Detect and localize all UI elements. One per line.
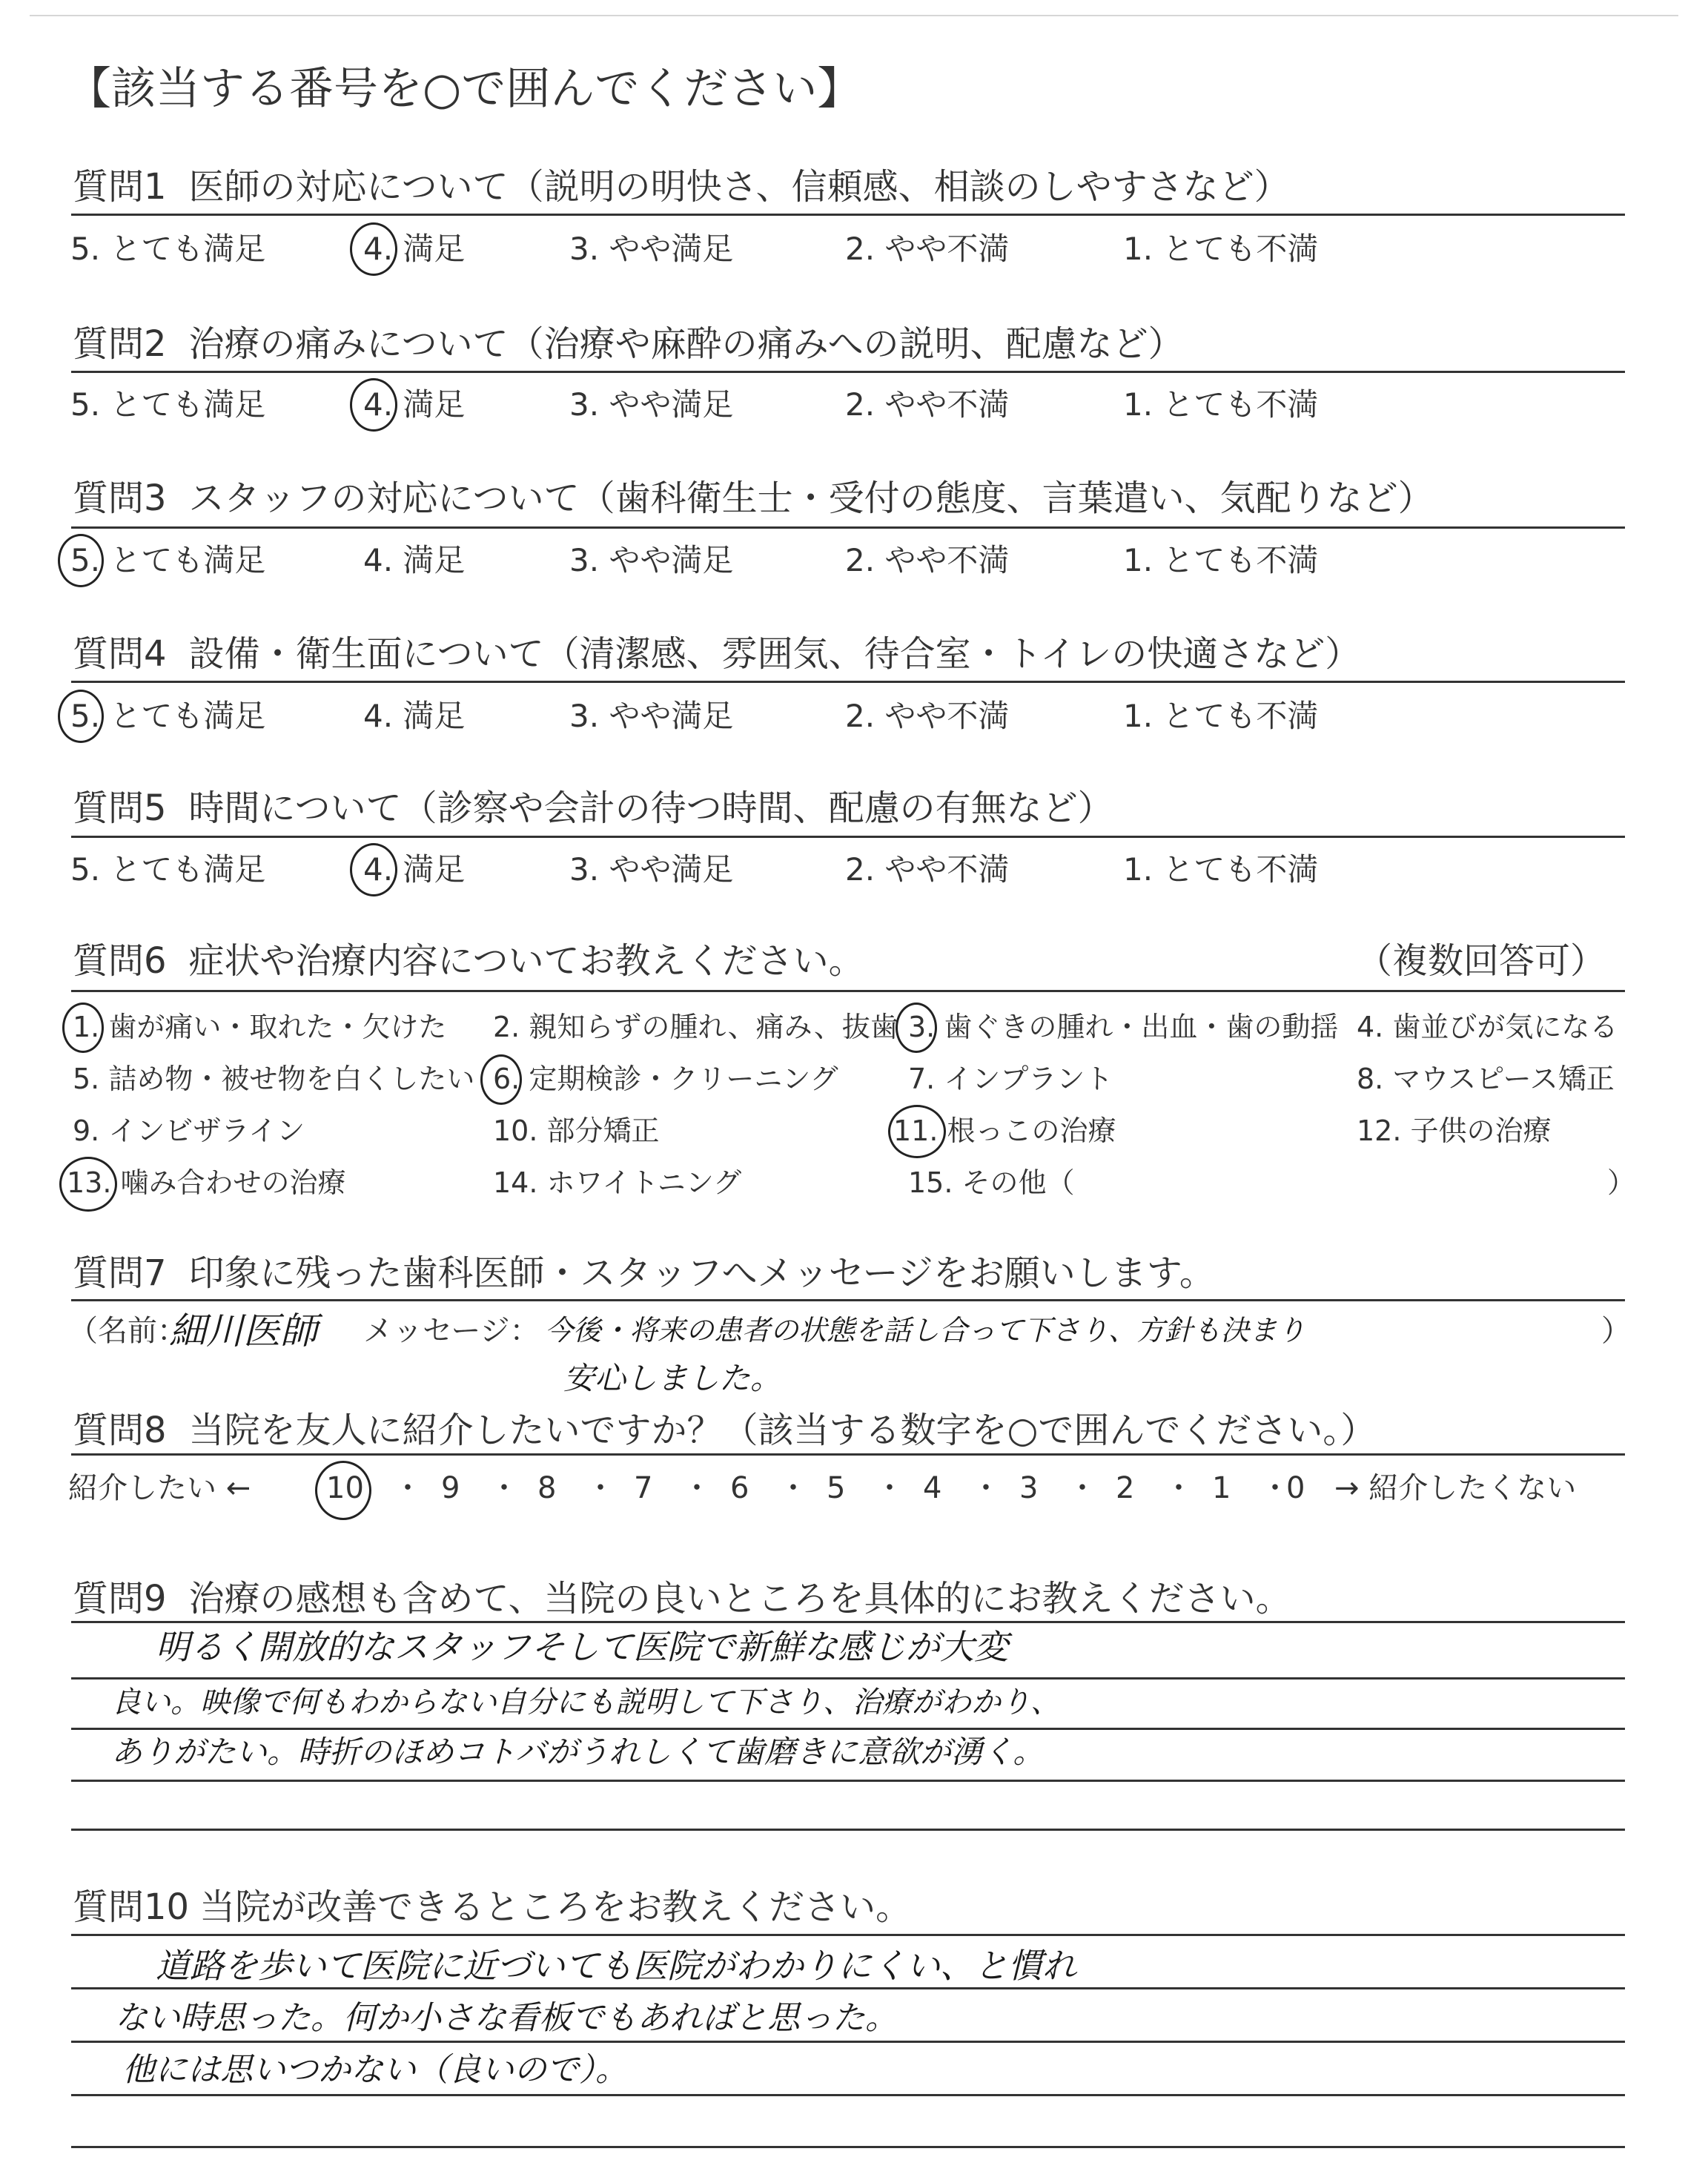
top-border — [30, 15, 1678, 16]
q5-option-3[interactable]: 3. やや満足 — [569, 851, 734, 888]
divider — [71, 1299, 1625, 1301]
question-number: 質問3 — [73, 478, 167, 519]
scale-left-label: 紹介したい ← — [68, 1471, 251, 1505]
q2-option-2[interactable]: 2. やや不満 — [845, 386, 1010, 423]
scale-right-label: → 紹介したくない — [1334, 1471, 1577, 1505]
question-text: 印象に残った歯科医師・スタッフへメッセージをお願いします。 — [188, 1252, 1215, 1294]
question-2-heading — [73, 323, 1184, 365]
q4-option-4[interactable]: 4. 満足 — [363, 698, 466, 734]
message-line-1: 今後・将来の患者の状態を話し合って下さり、方針も決まり — [545, 1314, 1306, 1347]
q4-option-5[interactable]: 5. とても満足 — [70, 698, 266, 734]
answer-rule — [71, 1987, 1625, 1989]
answer-line-3: ありがたい。時折のほめコトバがうれしくて歯磨きに意欲が湧く。 — [111, 1734, 1045, 1770]
other-close-paren: ） — [1607, 1166, 1636, 1199]
message-close-paren: ） — [1601, 1314, 1631, 1348]
q4-option-3[interactable]: 3. やや満足 — [569, 698, 734, 734]
question-number: 質問9 — [73, 1578, 167, 1619]
scale-4[interactable]: 4 — [923, 1471, 942, 1505]
answer-rule — [71, 1780, 1625, 1782]
separator-dot: ・ — [586, 1471, 615, 1505]
q2-option-4[interactable]: 4. 満足 — [363, 386, 466, 423]
scale-5[interactable]: 5 — [827, 1471, 846, 1505]
question-10-heading — [73, 1886, 912, 1928]
question-6-heading — [73, 940, 864, 982]
q6-option-6[interactable]: 6. 定期検診・クリーニング — [493, 1063, 838, 1095]
selection-circle — [480, 1054, 522, 1105]
q1-option-5[interactable]: 5. とても満足 — [70, 231, 266, 267]
answer-rule — [71, 1728, 1625, 1730]
divider — [71, 214, 1625, 216]
separator-dot: ・ — [1068, 1471, 1097, 1505]
q1-option-3[interactable]: 3. やや満足 — [569, 231, 734, 267]
message-label: メッセージ： — [363, 1314, 540, 1348]
scale-9[interactable]: 9 — [441, 1471, 460, 1505]
selection-circle — [888, 1105, 946, 1158]
answer-line-1: 道路を歩いて医院に近づいても医院がわかりにくい、と慣れ — [156, 1946, 1076, 1986]
answer-rule — [71, 2146, 1625, 2148]
question-number: 質問4 — [73, 633, 167, 675]
selection-circle — [896, 1003, 937, 1053]
divider — [71, 1621, 1625, 1623]
answer-line-2: 良い。映像で何もわからない自分にも説明して下さり、治療がわかり、 — [111, 1685, 1060, 1720]
q1-option-4[interactable]: 4. 満足 — [363, 231, 466, 267]
multi-answer-note: （複数回答可） — [1357, 940, 1606, 982]
question-1-heading — [73, 166, 1290, 208]
question-number: 質問6 — [73, 940, 167, 982]
q6-option-14[interactable]: 14. ホワイトニング — [493, 1166, 742, 1199]
q3-option-5[interactable]: 5. とても満足 — [70, 542, 266, 578]
q6-option-13[interactable]: 13. 噛み合わせの治療 — [67, 1166, 346, 1199]
separator-dot: ・ — [875, 1471, 904, 1505]
separator-dot: ・ — [1164, 1471, 1194, 1505]
selection-circle — [58, 690, 104, 743]
selection-circle — [350, 378, 397, 432]
separator-dot: ・ — [393, 1471, 423, 1505]
answer-rule — [71, 1677, 1625, 1680]
question-text: スタッフの対応について（歯科衛生士・受付の態度、言葉遣い、気配りなど） — [188, 478, 1434, 519]
divider — [71, 526, 1625, 529]
q5-option-2[interactable]: 2. やや不満 — [845, 851, 1010, 888]
question-5-heading — [73, 787, 1113, 829]
q2-option-3[interactable]: 3. やや満足 — [569, 386, 734, 423]
q2-option-5[interactable]: 5. とても満足 — [70, 386, 266, 423]
separator-dot: ・ — [1260, 1471, 1290, 1505]
name-label: （名前： — [68, 1314, 187, 1348]
divider — [71, 1934, 1625, 1936]
q5-option-1[interactable]: 1. とても不満 — [1123, 851, 1319, 888]
q6-option-7[interactable]: 7. インプラント — [908, 1063, 1113, 1095]
question-number: 質問10 — [73, 1886, 190, 1928]
scale-6[interactable]: 6 — [730, 1471, 749, 1505]
question-7-heading — [73, 1252, 1215, 1294]
q6-option-9[interactable]: 9. インビザライン — [73, 1114, 305, 1147]
answer-rule — [71, 2094, 1625, 2096]
question-text: 時間について（診察や会計の待つ時間、配慮の有無など） — [188, 787, 1113, 829]
divider — [71, 990, 1625, 992]
q3-option-1[interactable]: 1. とても不満 — [1123, 542, 1319, 578]
divider — [71, 836, 1625, 838]
q1-option-1[interactable]: 1. とても不満 — [1123, 231, 1319, 267]
q4-option-2[interactable]: 2. やや不満 — [845, 698, 1010, 734]
question-number: 質問2 — [73, 323, 167, 365]
divider — [71, 681, 1625, 683]
answer-line-2: ない時思った。何か小さな看板でもあればと思った。 — [115, 1999, 898, 2037]
selection-circle — [58, 534, 104, 587]
answer-line-3: 他には思いつかない（良いので）。 — [122, 2051, 628, 2089]
q6-option-1[interactable]: 1. 歯が痛い・取れた・欠けた — [73, 1011, 447, 1043]
name-value: 細川医師 — [169, 1309, 317, 1353]
scale-7[interactable]: 7 — [634, 1471, 653, 1505]
message-line-2: 安心しました。 — [563, 1360, 782, 1396]
separator-dot: ・ — [778, 1471, 808, 1505]
answer-rule — [71, 1829, 1625, 1831]
scale-10[interactable]: 10 — [326, 1471, 364, 1505]
page-title: 【該当する番号を○で囲んでください】 — [67, 63, 862, 115]
question-text: 当院を友人に紹介したいですか？（該当する数字を○で囲んでください。） — [188, 1410, 1377, 1451]
q6-option-5[interactable]: 5. 詰め物・被せ物を白くしたい — [73, 1063, 475, 1095]
divider — [71, 371, 1625, 373]
separator-dot: ・ — [682, 1471, 712, 1505]
q6-option-3[interactable]: 3. 歯ぐきの腫れ・出血・歯の動揺 — [908, 1011, 1339, 1043]
q2-option-1[interactable]: 1. とても不満 — [1123, 386, 1319, 423]
q5-option-5[interactable]: 5. とても満足 — [70, 851, 266, 888]
question-text: 治療の痛みについて（治療や麻酔の痛みへの説明、配慮など） — [188, 323, 1184, 365]
question-text: 症状や治療内容についてお教えください。 — [188, 940, 864, 982]
q6-option-11[interactable]: 11. 根っこの治療 — [893, 1114, 1116, 1147]
scale-2[interactable]: 2 — [1116, 1471, 1135, 1505]
answer-rule — [71, 2041, 1625, 2043]
selection-circle — [62, 1003, 104, 1053]
q6-option-2[interactable]: 2. 親知らずの腫れ、痛み、抜歯 — [493, 1011, 898, 1043]
selection-circle — [315, 1461, 371, 1520]
selection-circle — [350, 843, 397, 896]
question-8-heading — [73, 1410, 1377, 1451]
question-number: 質問7 — [73, 1252, 167, 1294]
answer-line-1: 明るく開放的なスタッフそして医院で新鮮な感じが大変 — [156, 1627, 1008, 1667]
separator-dot: ・ — [489, 1471, 519, 1505]
question-4-heading — [73, 633, 1361, 675]
question-number: 質問1 — [73, 166, 167, 208]
q1-option-2[interactable]: 2. やや不満 — [845, 231, 1010, 267]
question-text: 設備・衛生面について（清潔感、雰囲気、待合室・トイレの快適さなど） — [188, 633, 1361, 675]
question-text: 当院が改善できるところをお教えください。 — [199, 1886, 912, 1928]
q6-option-12[interactable]: 12. 子供の治療 — [1357, 1114, 1552, 1147]
q6-option-10[interactable]: 10. 部分矯正 — [493, 1114, 660, 1147]
selection-circle — [350, 222, 397, 276]
q3-option-4[interactable]: 4. 満足 — [363, 542, 466, 578]
question-number: 質問8 — [73, 1410, 167, 1451]
q6-option-15[interactable]: 15. その他（ — [908, 1166, 1075, 1199]
scale-3[interactable]: 3 — [1019, 1471, 1039, 1505]
q4-option-1[interactable]: 1. とても不満 — [1123, 698, 1319, 734]
q5-option-4[interactable]: 4. 満足 — [363, 851, 466, 888]
question-number: 質問5 — [73, 787, 167, 829]
selection-circle — [59, 1157, 117, 1212]
divider — [71, 1453, 1625, 1456]
separator-dot: ・ — [971, 1471, 1001, 1505]
q6-option-8[interactable]: 8. マウスピース矯正 — [1357, 1063, 1615, 1095]
scale-8[interactable]: 8 — [537, 1471, 557, 1505]
q6-option-4[interactable]: 4. 歯並びが気になる — [1357, 1011, 1618, 1043]
scale-0[interactable]: 0 — [1286, 1471, 1305, 1505]
question-9-heading — [73, 1578, 1291, 1619]
question-3-heading — [73, 478, 1434, 519]
scale-1[interactable]: 1 — [1212, 1471, 1231, 1505]
q3-option-3[interactable]: 3. やや満足 — [569, 542, 734, 578]
question-text: 医師の対応について（説明の明快さ、信頼感、相談のしやすさなど） — [188, 166, 1290, 208]
q3-option-2[interactable]: 2. やや不満 — [845, 542, 1010, 578]
question-text: 治療の感想も含めて、当院の良いところを具体的にお教えください。 — [188, 1578, 1291, 1619]
